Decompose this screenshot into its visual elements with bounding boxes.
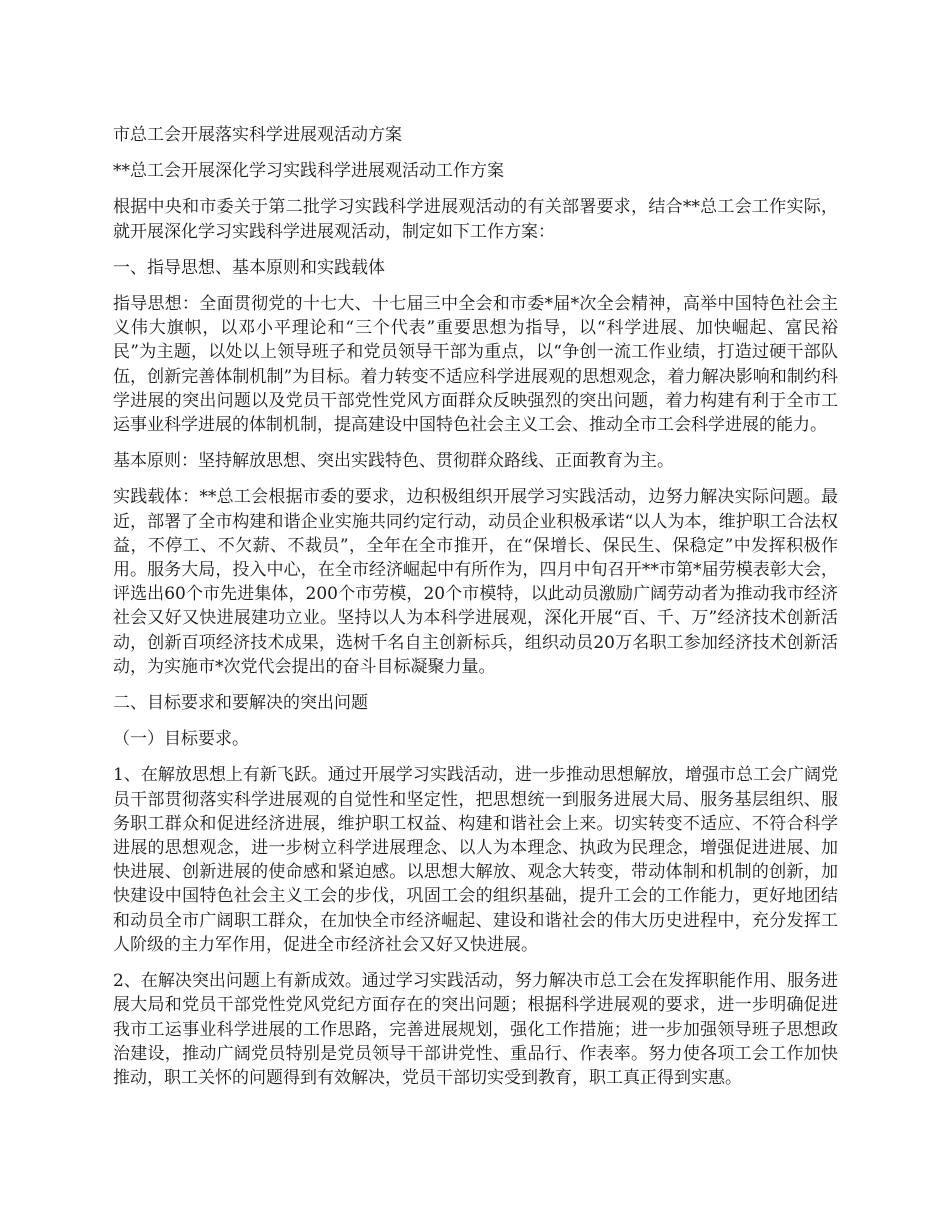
document-subtitle: **总工会开展深化学习实践科学进展观活动工作方案 xyxy=(113,161,504,182)
paragraph-guiding-ideology: 指导思想：全面贯彻党的十七大、十七届三中全会和市委*届*次全会精神，高举中国特色社会主义伟大旗帜，以邓小平理论和“三个代表”重要思想为指导，以“科学进展、加快崛起、富民裕民”为主题，以处以上领导班子和党员领导干部为重点，以“争创一流工作业绩，打造过硬干部队伍，创新完善体制机制”为目标。着力转变不适应科学进展观的思想观念，着力解决影响和制约科学进展的突出问题以及党员干部党性党风方面群众反映强烈的突出问题，着力构建有利于全市工运事业科学进展的体制机制，提高建设中国特色社会主义工会、推动全市工会科学进展的能力。 xyxy=(113,294,838,436)
paragraph-intro: 根据中央和市委关于第二批学习实践科学进展观活动的有关部署要求，结合**总工会工作实际，就开展深化学习实践科学进展观活动，制定如下工作方案： xyxy=(113,197,838,242)
paragraph-goal-2: 2、在解决突出问题上有新成效。通过学习实践活动，努力解决市总工会在发挥职能作用、服务进展大局和党员干部党性党风党纪方面存在的突出问题；根据科学进展观的要求，进一步明确促进我市工运事业科学进展的工作思路，完善进展规划，强化工作措施；进一步加强领导班子思想政治建设，推动广阔党员特别是党员领导干部讲党性、重品行、作表率。努力使各项工会工作加快推动，职工关怀的问题得到有效解决，党员干部切实受到教育，职工真正得到实惠。 xyxy=(113,971,838,1088)
paragraph-goal-1: 1、在解放思想上有新飞跃。通过开展学习实践活动，进一步推动思想解放，增强市总工会广阔党员干部贯彻落实科学进展观的自觉性和坚定性，把思想统一到服务进展大局、服务基层组织、服务职工群众和促进经济进展，维护职工权益、构建和谐社会上来。切实转变不适应、不符合科学进展的思想观念，进一步树立科学进展理念、以人为本理念、执政为民理念，增强促进进展、加快进展、创新进展的使命感和紧迫感。以思想大解放、观念大转变，带动体制和机制的创新，加快建设中国特色社会主义工会的步伐，巩固工会的组织基础，提升工会的工作能力，更好地团结和动员全市广阔职工群众，在加快全市经济崛起、建设和谐社会的伟大历史进程中，充分发挥工人阶级的主力军作用，促进全市经济社会又好又快进展。 xyxy=(113,765,838,955)
document-title: 市总工会开展落实科学进展观活动方案 xyxy=(113,125,402,145)
paragraph-practice-carrier: 实践载体：**总工会根据市委的要求，边积极组织开展学习实践活动，边努力解决实际问题。最近，部署了全市构建和谐企业实施共同约定行动，动员企业积极承诺“以人为本，维护职工合法权益，不停工、不欠薪、不裁员”，全年在全市推开，在“保增长、保民生、保稳定”中发挥积极作用。服务大局，投入中心，在全市经济崛起中有所作为，四月中旬召开**市第*届劳模表彰大会，评选出60个市先进集体，200个市劳模，20个市模特，以此动员激励广阔劳动者为推动我市经济社会又好又快进展建功立业。坚持以人为本科学进展观，深化开展“百、千、万”经济技术创新活动，创新百项经济技术成果，选树千名自主创新标兵，组织动员20万名职工参加经济技术创新活动，为实施市*次党代会提出的奋斗目标凝聚力量。 xyxy=(113,487,838,677)
paragraph-basic-principles: 基本原则：坚持解放思想、突出实践特色、贯彻群众路线、正面教育为主。 xyxy=(113,451,674,472)
subsection-heading-1: （一）目标要求。 xyxy=(113,729,249,750)
document-body xyxy=(113,123,838,1102)
section-heading-2: 二、目标要求和要解决的突出问题 xyxy=(113,693,368,714)
section-heading-1: 一、指导思想、基本原则和实践载体 xyxy=(113,257,385,278)
